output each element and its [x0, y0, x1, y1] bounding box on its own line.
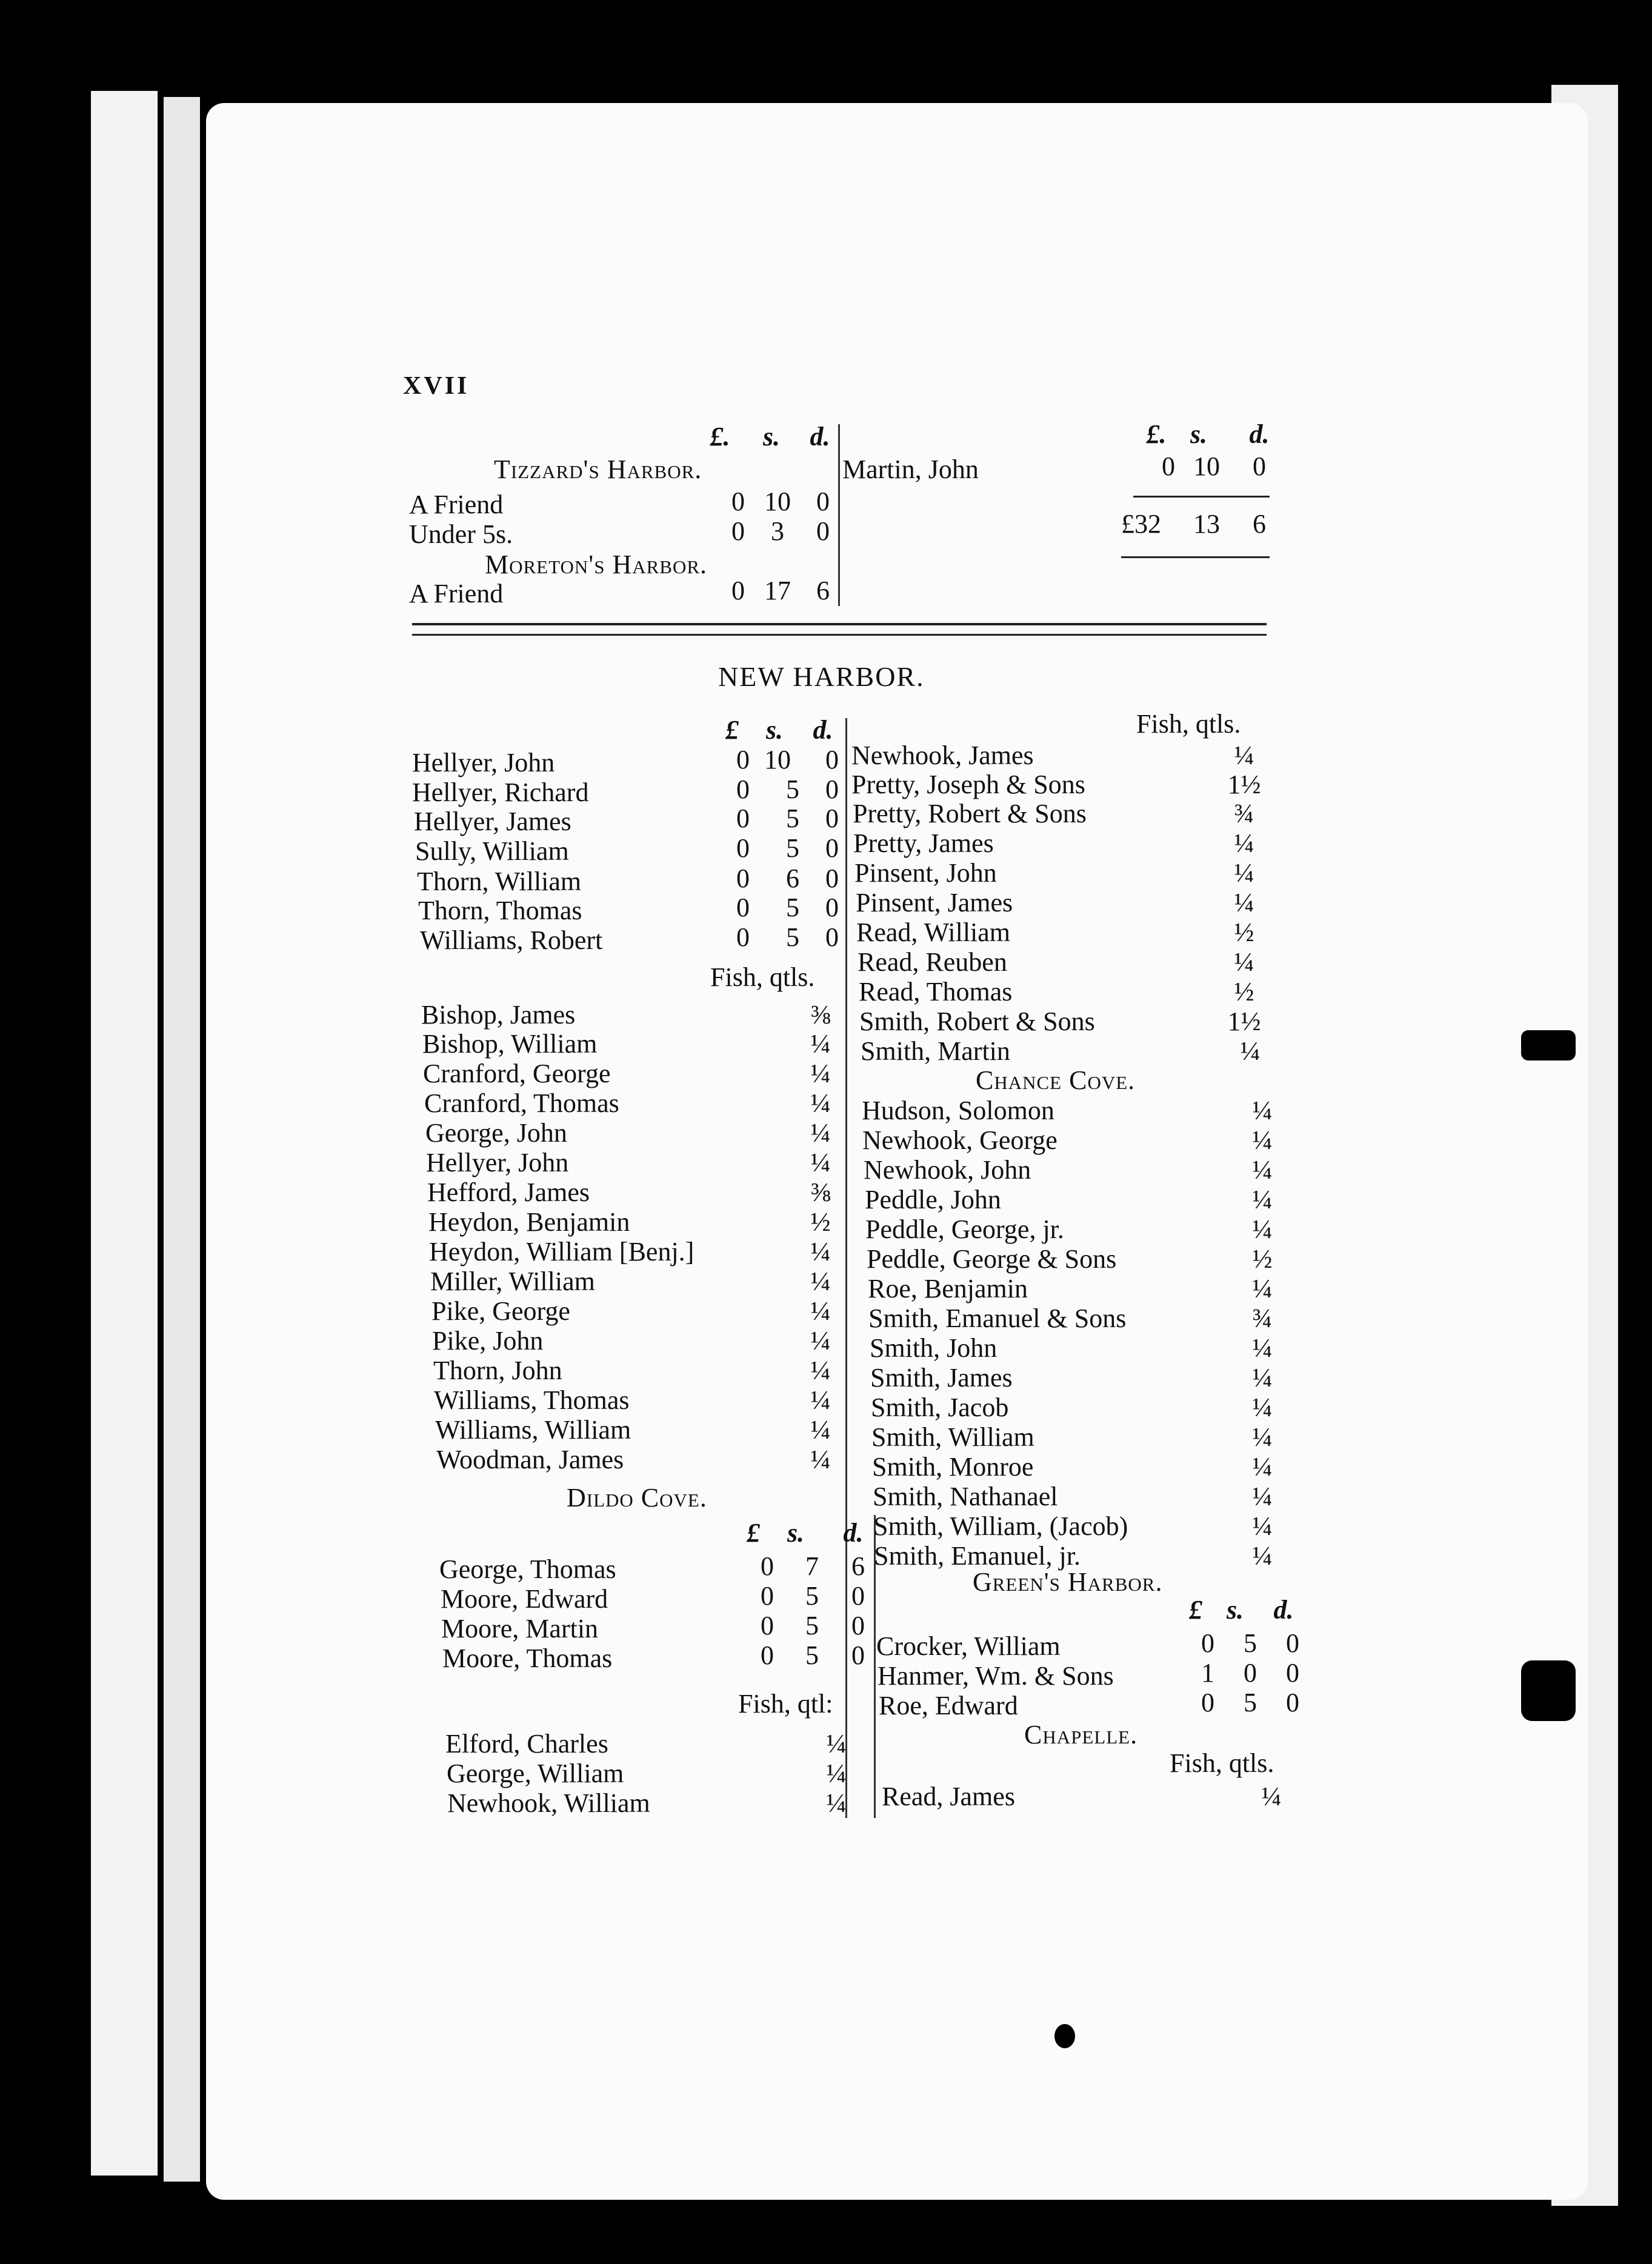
entry-quintals: ¼ [1252, 1393, 1273, 1422]
entry-quintals: ¼ [826, 1788, 847, 1818]
entry-name: Hellyer, Richard [412, 777, 589, 807]
entry-name: Pretty, Joseph & Sons [851, 770, 1085, 799]
entry-quintals: 1½ [1227, 1007, 1261, 1036]
entry-pence: 6 [816, 576, 830, 605]
entry-pounds: 0 [736, 893, 750, 922]
entry-quintals: ½ [1252, 1244, 1273, 1274]
entry-name: Smith, Emanuel, jr. [874, 1541, 1081, 1571]
entry-name: Elford, Charles [445, 1729, 608, 1759]
entry-pence: 0 [851, 1640, 865, 1670]
fish-header: Fish, qtls. [1136, 709, 1241, 739]
entry-quintals: ¼ [1252, 1096, 1273, 1125]
entry-name: Bishop, William [422, 1029, 598, 1059]
entry-quintals: ⅜ [810, 1000, 831, 1030]
entry-name: Pretty, Robert & Sons [853, 799, 1087, 828]
entry-name: Smith, William, (Jacob) [873, 1511, 1128, 1541]
fish-header: Fish, qtls. [1170, 1748, 1274, 1778]
entry-quintals: ¼ [1234, 828, 1254, 858]
entry-pounds: 0 [731, 516, 745, 546]
entry-name: Read, James [882, 1782, 1015, 1811]
entry-pence: 0 [1286, 1658, 1299, 1688]
entry-name: Smith, John [870, 1333, 998, 1363]
entry-quintals: ¼ [1240, 1036, 1261, 1066]
entry-pence: 0 [1253, 451, 1266, 481]
entry-quintals: ¼ [1234, 741, 1254, 770]
entry-quintals: ¼ [1252, 1482, 1273, 1511]
entry-name: Smith, Emanuel & Sons [868, 1303, 1127, 1333]
entry-quintals: ¼ [1252, 1541, 1273, 1571]
entry-name: Pretty, James [853, 828, 994, 858]
entry-name: Williams, Robert [420, 925, 603, 955]
entry-name: Moore, Thomas [442, 1643, 613, 1673]
entry-shillings: 5 [786, 893, 799, 922]
entry-quintals: ⅜ [810, 1177, 831, 1207]
entry-shillings: 17 [764, 576, 791, 605]
entry-pounds: 0 [761, 1640, 774, 1670]
entry-name: George, Thomas [439, 1554, 616, 1584]
entry-quintals: ¾ [1234, 799, 1254, 828]
entry-pence: 0 [825, 804, 839, 833]
entry-pounds: 1 [1201, 1658, 1214, 1688]
col-header-pounds: £ [747, 1518, 760, 1548]
section-heading: Dildo Cove. [567, 1483, 707, 1513]
entry-quintals: ¼ [1252, 1452, 1273, 1482]
entry-name: Smith, William [871, 1422, 1034, 1452]
entry-pounds: 0 [761, 1581, 774, 1611]
entry-name: Pinsent, John [854, 858, 997, 888]
entry-name: Thorn, John [433, 1356, 562, 1385]
page-edge-left-2 [164, 97, 200, 2182]
entry-pounds: 0 [736, 922, 750, 952]
entry-name: Peddle, John [865, 1185, 1001, 1214]
fish-header: Fish, qtl: [738, 1689, 833, 1719]
entry-name: Smith, Jacob [871, 1393, 1009, 1422]
entry-name: Crocker, William [876, 1631, 1061, 1661]
entry-pence: 0 [851, 1581, 865, 1611]
entry-quintals: ¼ [1261, 1782, 1282, 1811]
entry-name: Roe, Benjamin [868, 1274, 1028, 1303]
entry-name: Newhook, James [851, 741, 1034, 770]
entry-pounds: 0 [731, 576, 745, 605]
entry-quintals: ¾ [1252, 1303, 1273, 1333]
entry-quintals: ¼ [810, 1445, 831, 1474]
total-rule [1133, 496, 1270, 498]
entry-name: Williams, William [435, 1415, 631, 1445]
entry-name: Moore, Martin [441, 1614, 599, 1643]
entry-name: Hellyer, John [412, 748, 555, 777]
entry-shillings: 6 [786, 864, 799, 893]
section-heading: Moreton's Harbor. [485, 550, 708, 579]
entry-name: Read, William [856, 917, 1011, 947]
entry-shillings: 10 [764, 745, 791, 774]
fish-header: Fish, qtls. [710, 962, 815, 992]
entry-pence: 0 [1286, 1628, 1299, 1658]
entry-pounds: 0 [736, 804, 750, 833]
entry-name: Smith, Nathanael [873, 1482, 1058, 1511]
entry-quintals: ¼ [1234, 888, 1254, 917]
entry-name: Hanmer, Wm. & Sons [878, 1661, 1114, 1691]
section-heading: Green's Harbor. [973, 1567, 1163, 1597]
entry-name: Newhook, John [864, 1155, 1031, 1185]
total-rule [1121, 556, 1270, 558]
entry-quintals: ¼ [1252, 1511, 1273, 1541]
entry-name: Hefford, James [427, 1177, 590, 1207]
entry-quintals: ¼ [810, 1296, 831, 1326]
entry-quintals: ¼ [810, 1148, 831, 1177]
entry-name: Heydon, Benjamin [428, 1207, 630, 1237]
section-title-new-harbor: NEW HARBOR. [718, 661, 925, 692]
entry-quintals: ¼ [1252, 1274, 1273, 1303]
entry-name: Smith, Monroe [872, 1452, 1034, 1482]
entry-name: Read, Thomas [859, 977, 1013, 1007]
entry-shillings: 5 [786, 833, 799, 863]
entry-quintals: ¼ [826, 1759, 847, 1788]
entry-pence: 0 [816, 516, 830, 546]
section-divider [412, 623, 1267, 625]
entry-name: Hudson, Solomon [862, 1096, 1054, 1125]
entry-shillings: 5 [805, 1640, 819, 1670]
entry-name: Peddle, George, jr. [865, 1214, 1064, 1244]
entry-pence: 0 [825, 745, 839, 774]
entry-name: Read, Reuben [858, 947, 1007, 977]
entry-shillings: 10 [764, 487, 791, 516]
entry-name: Peddle, George & Sons [867, 1244, 1117, 1274]
entry-name: A Friend [409, 490, 504, 519]
entry-pounds: 0 [736, 864, 750, 893]
entry-name: Williams, Thomas [434, 1385, 630, 1415]
entry-pounds: 0 [1201, 1628, 1214, 1658]
entry-shillings: 5 [786, 922, 799, 952]
entry-quintals: ¼ [1252, 1363, 1273, 1393]
entry-pence: 0 [825, 922, 839, 952]
entry-name: Pike, George [431, 1296, 570, 1326]
entry-quintals: ½ [1234, 917, 1254, 947]
entry-pence: 0 [825, 774, 839, 804]
entry-shillings: 10 [1193, 451, 1220, 481]
entry-quintals: ¼ [810, 1088, 831, 1118]
ink-blot [1054, 2024, 1075, 2048]
entry-quintals: ½ [1234, 977, 1254, 1007]
entry-name: George, John [425, 1118, 567, 1148]
entry-name: Thorn, Thomas [418, 896, 582, 925]
entry-name: Smith, Robert & Sons [859, 1007, 1095, 1036]
entry-name: Newhook, William [447, 1788, 650, 1818]
total-shillings: 13 [1193, 509, 1220, 539]
entry-name: Heydon, William [Benj.] [429, 1237, 694, 1267]
entry-quintals: ¼ [1234, 947, 1254, 977]
entry-quintals: ¼ [1252, 1214, 1273, 1244]
entry-pounds: 0 [731, 487, 745, 516]
entry-name: Pinsent, James [856, 888, 1013, 917]
entry-pounds: 0 [736, 833, 750, 863]
entry-quintals: ¼ [810, 1118, 831, 1148]
entry-name: Woodman, James [436, 1445, 624, 1474]
entry-pence: 0 [825, 864, 839, 893]
entry-name: Smith, James [870, 1363, 1013, 1393]
entry-pence: 0 [1286, 1688, 1299, 1717]
col-header-shillings: s. [1190, 419, 1208, 449]
entry-pounds: 0 [736, 745, 750, 774]
entry-quintals: ¼ [1252, 1125, 1273, 1155]
entry-name: George, William [447, 1759, 624, 1788]
entry-name: Under 5s. [409, 519, 513, 549]
entry-pence: 0 [825, 833, 839, 863]
col-header-pence: d. [1273, 1595, 1294, 1625]
entry-pence: 0 [816, 487, 830, 516]
entry-quintals: ¼ [810, 1029, 831, 1059]
section-divider [412, 634, 1267, 636]
section-heading: Tizzard's Harbor. [494, 454, 702, 484]
entry-quintals: ¼ [810, 1326, 831, 1356]
entry-pounds: 0 [1162, 451, 1175, 481]
entry-quintals: ¼ [1252, 1155, 1273, 1185]
entry-shillings: 7 [805, 1551, 819, 1581]
entry-pounds: 0 [1201, 1688, 1214, 1717]
entry-shillings: 5 [805, 1611, 819, 1640]
entry-quintals: ¼ [1252, 1333, 1273, 1363]
entry-pence: 0 [851, 1611, 865, 1640]
col-header-pounds: £ [725, 715, 739, 745]
col-header-pounds: £. [1146, 419, 1167, 449]
col-header-pence: d. [813, 715, 833, 745]
entry-name: Smith, Martin [861, 1036, 1010, 1066]
entry-quintals: ¼ [810, 1385, 831, 1415]
entry-pounds: 0 [761, 1611, 774, 1640]
entry-name: Bishop, James [421, 1000, 576, 1030]
entry-quintals: ¼ [810, 1237, 831, 1267]
entry-name: A Friend [409, 579, 504, 608]
entry-shillings: 3 [771, 516, 784, 546]
col-header-pounds: £. [710, 422, 730, 451]
page-edge-left-1 [91, 91, 158, 2176]
entry-quintals: ¼ [810, 1356, 831, 1385]
entry-name: Newhook, George [862, 1125, 1057, 1155]
entry-shillings: 5 [805, 1581, 819, 1611]
entry-quintals: ¼ [810, 1267, 831, 1296]
col-header-shillings: s. [762, 422, 781, 451]
entry-quintals: ½ [810, 1207, 831, 1237]
col-header-shillings: s. [765, 715, 784, 745]
col-header-pence: d. [843, 1518, 864, 1548]
col-header-shillings: s. [1226, 1595, 1244, 1625]
entry-pounds: 0 [736, 774, 750, 804]
entry-quintals: ¼ [826, 1729, 847, 1759]
entry-shillings: 5 [1244, 1688, 1257, 1717]
entry-name: Thorn, William [417, 867, 582, 896]
entry-name: Roe, Edward [879, 1691, 1018, 1720]
entry-pounds: 0 [761, 1551, 774, 1581]
entry-quintals: ¼ [1252, 1422, 1273, 1452]
entry-quintals: ¼ [1234, 858, 1254, 888]
entry-name: Hellyer, James [414, 807, 571, 836]
ink-blot [1521, 1030, 1576, 1060]
entry-quintals: 1½ [1227, 770, 1261, 799]
entry-name: Moore, Edward [441, 1584, 608, 1614]
entry-shillings: 5 [786, 804, 799, 833]
entry-quintals: ¼ [810, 1059, 831, 1088]
entry-shillings: 5 [1244, 1628, 1257, 1658]
entry-shillings: 0 [1244, 1658, 1257, 1688]
entry-name: Sully, William [415, 836, 569, 866]
entry-quintals: ¼ [1252, 1185, 1273, 1214]
entry-name: Martin, John [842, 454, 979, 484]
total-pounds: £32 [1121, 509, 1161, 539]
entry-quintals: ¼ [810, 1415, 831, 1445]
entry-shillings: 5 [786, 774, 799, 804]
entry-name: Hellyer, John [426, 1148, 569, 1177]
section-heading: Chance Cove. [976, 1065, 1136, 1095]
entry-pence: 0 [825, 893, 839, 922]
section-heading: Chapelle. [1024, 1720, 1138, 1750]
entry-name: Pike, John [432, 1326, 544, 1356]
entry-name: Cranford, George [423, 1059, 611, 1088]
entry-name: Cranford, Thomas [424, 1088, 619, 1118]
entry-name: Miller, William [430, 1267, 595, 1296]
page-number: XVII [403, 372, 470, 400]
ink-blot [1521, 1660, 1576, 1721]
total-pence: 6 [1253, 509, 1266, 539]
entry-pence: 6 [851, 1551, 865, 1581]
col-header-pence: d. [810, 422, 830, 451]
col-header-shillings: s. [787, 1518, 805, 1548]
col-header-pounds: £ [1189, 1595, 1202, 1625]
col-header-pence: d. [1249, 419, 1270, 449]
